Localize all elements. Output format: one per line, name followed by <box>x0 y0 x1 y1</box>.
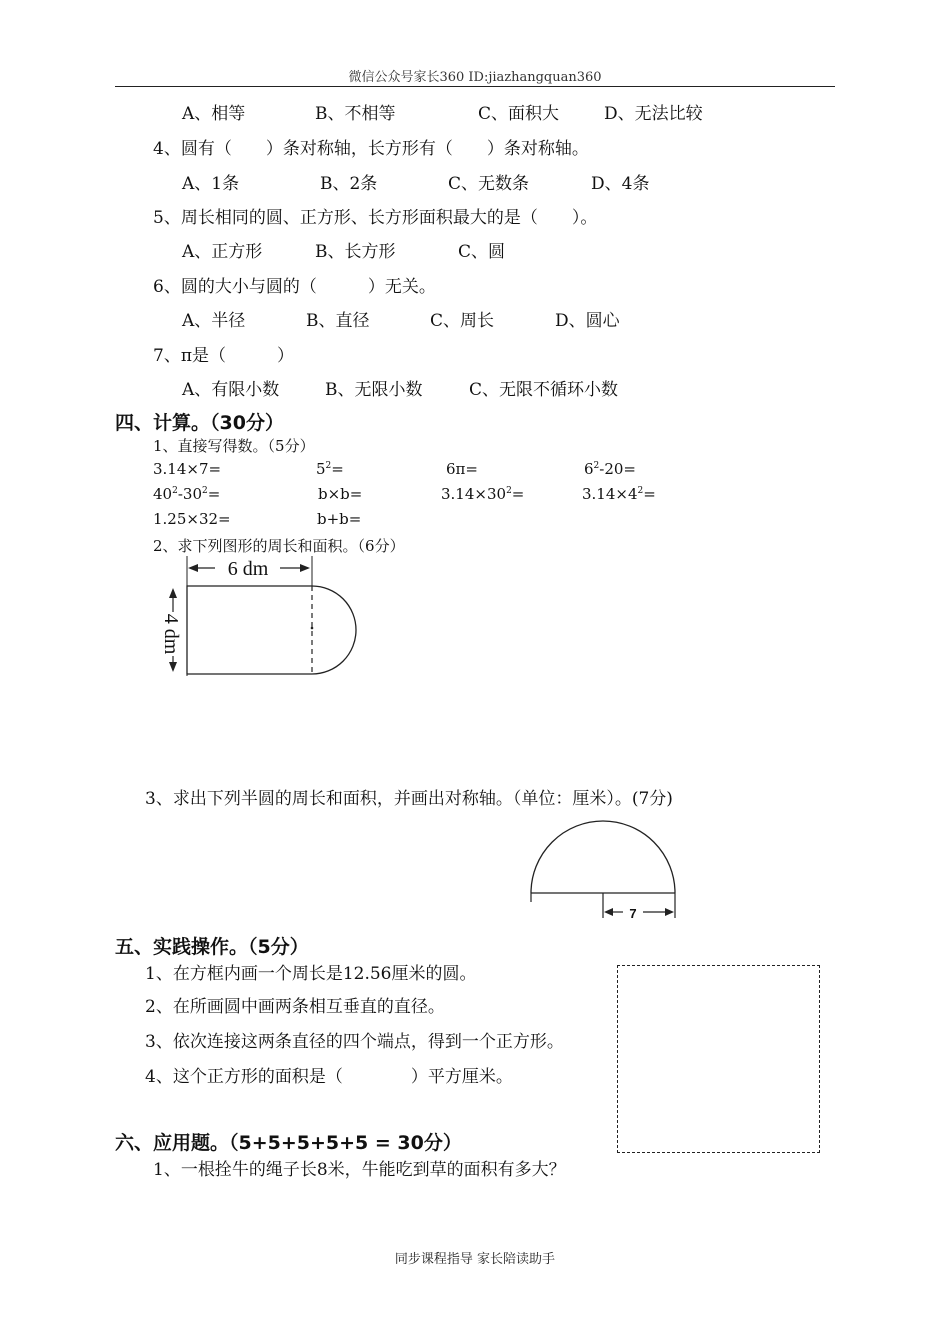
q5-option-c: C、圆 <box>458 242 506 262</box>
drawing-box[interactable] <box>617 965 820 1153</box>
page-header: 微信公众号家长360 ID:jiazhangquan360 <box>348 70 602 85</box>
semicircle-figure <box>525 810 685 925</box>
calc-item: 1.25×32= <box>153 510 231 528</box>
calc-q2-title: 2、求下列图形的周长和面积。（6分） <box>153 537 405 555</box>
calc-item: b+b= <box>317 510 362 528</box>
q6-option-b: B、直径 <box>306 311 370 331</box>
section-4-title: 四、计算。（30分） <box>115 412 284 434</box>
step-4: 4、这个正方形的面积是（ ）平方厘米。 <box>145 1067 513 1087</box>
step-2: 2、在所画圆中画两条相互垂直的直径。 <box>145 997 445 1017</box>
app-q1: 1、一根拴牛的绳子长8米，牛能吃到草的面积有多大？ <box>153 1160 566 1180</box>
q7-option-b: B、无限小数 <box>325 380 423 400</box>
q4-stem: 4、圆有（ ）条对称轴，长方形有（ ）条对称轴。 <box>153 139 589 159</box>
width-label: 6 dm <box>227 558 269 580</box>
q3-option-c: C、面积大 <box>478 104 560 124</box>
q3-option-a: A、相等 <box>182 104 246 124</box>
q3-option-d: D、无法比较 <box>604 104 703 124</box>
q4-option-c: C、无数条 <box>448 174 530 194</box>
q4-option-d: D、4条 <box>591 174 650 194</box>
q4-option-a: A、1条 <box>182 174 240 194</box>
height-label: 4 dm <box>160 613 182 655</box>
q5-option-a: A、正方形 <box>182 242 263 262</box>
q6-stem: 6、圆的大小与圆的（ ）无关。 <box>153 277 436 297</box>
q7-option-a: A、有限小数 <box>182 380 280 400</box>
q6-option-a: A、半径 <box>182 311 246 331</box>
q7-stem: 7、π是（ ） <box>153 346 294 366</box>
q6-option-d: D、圆心 <box>555 311 620 331</box>
q5-option-b: B、长方形 <box>315 242 396 262</box>
calc-item: 6π= <box>446 460 478 478</box>
rect-semicircle-figure <box>150 552 370 692</box>
section-6-title: 六、应用题。（5+5+5+5+5 = 30分） <box>115 1132 462 1154</box>
page-footer: 同步课程指导 家长陪读助手 <box>394 1252 556 1267</box>
calc-item: $40^2-30^2=$ <box>153 485 221 503</box>
calc-item: $5^2=$ <box>316 460 344 478</box>
radius-label: 7 <box>629 906 637 921</box>
q6-option-c: C、周长 <box>430 311 495 331</box>
calc-item: $3.14\times 30^2=$ <box>441 485 525 503</box>
step-3: 3、依次连接这两条直径的四个端点，得到一个正方形。 <box>145 1032 564 1052</box>
calc-item: 3.14×7= <box>153 460 222 478</box>
calc-item: $3.14\times 4^2=$ <box>582 485 656 503</box>
step-1: 1、在方框内画一个周长是12.56厘米的圆。 <box>145 964 477 984</box>
calc-q3-title: 3、求出下列半圆的周长和面积，并画出对称轴。（单位：厘米）。(7分) <box>145 789 673 809</box>
q3-option-b: B、不相等 <box>315 104 396 124</box>
q4-option-b: B、2条 <box>320 174 378 194</box>
header-divider <box>115 86 835 87</box>
calc-q1-title: 1、直接写得数。（5分） <box>153 437 315 455</box>
q5-stem: 5、周长相同的圆、正方形、长方形面积最大的是（ ）。 <box>153 208 598 228</box>
calc-item: $6^2-20=$ <box>584 460 637 478</box>
section-5-title: 五、实践操作。（5分） <box>115 936 309 958</box>
calc-item: b×b= <box>318 485 363 503</box>
q7-option-c: C、无限不循环小数 <box>469 380 619 400</box>
